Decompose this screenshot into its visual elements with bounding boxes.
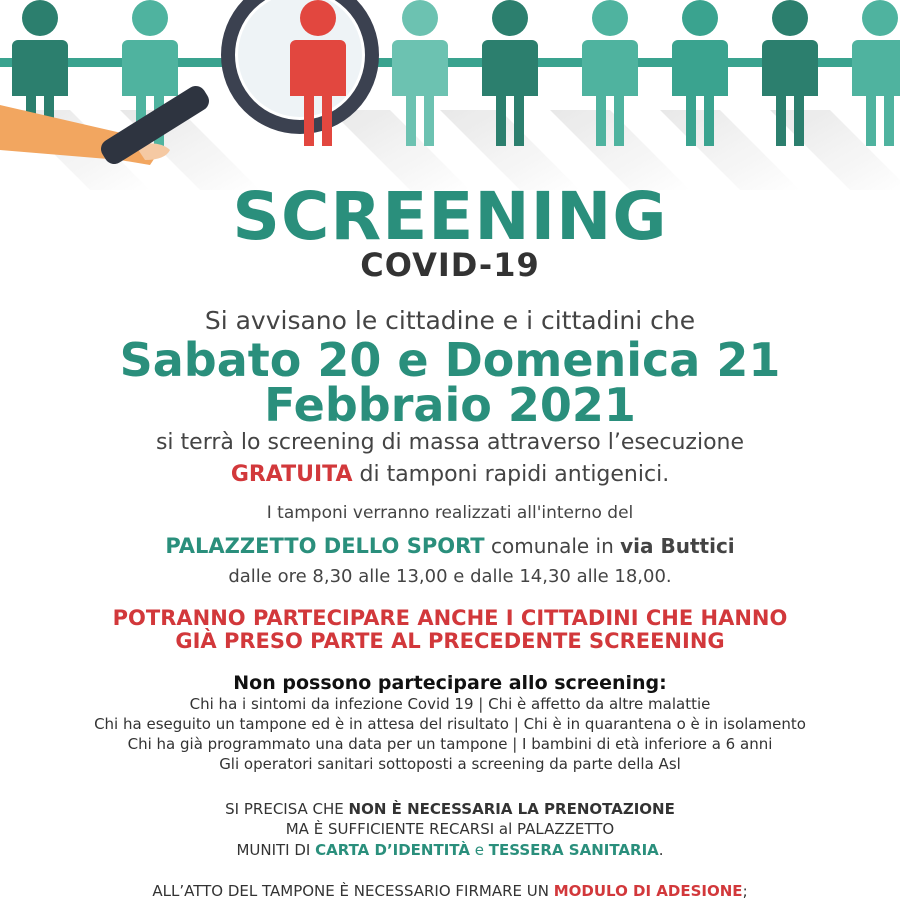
note-documents [0, 841, 900, 859]
announcement-line-3: si terrà lo screening di massa attraverso l’esecuzione [155, 430, 745, 455]
exclusion-item: Chi ha eseguito un tampone ed è in attesa del risultato | Chi è in quarantena o è in isolamento [94, 715, 806, 733]
free-highlight: GRATUITA [230, 462, 353, 487]
note-3-end: . [658, 841, 664, 859]
note-3-and: e [469, 841, 489, 859]
venue-street: via Buttici [620, 534, 735, 558]
note-go-to-venue: MA È SUFFICIENTE RECARSI al PALAZZETTO [285, 820, 615, 838]
note-1-bold: NON È NECESSARIA LA PRENOTAZIONE [348, 800, 675, 818]
health-card-label: TESSERA SANITARIA [488, 841, 659, 859]
alert-line-2: GIÀ PRESO PARTE AL PRECEDENTE SCREENING [175, 629, 725, 653]
poster-subtitle: COVID-19 [360, 246, 540, 284]
consent-form-label: MODULO DI ADESIONE [553, 882, 743, 900]
announcement-date-line-2: Febbraio 2021 [264, 378, 636, 432]
note-1-prefix: SI PRECISA CHE [225, 800, 349, 818]
announcement-line-4 [0, 462, 900, 487]
id-card-label: CARTA D’IDENTITÀ [315, 841, 470, 859]
poster-title: SCREENING [232, 178, 668, 255]
announcement-intro: Si avvisano le cittadine e i cittadini che [204, 306, 696, 335]
note-3-prefix: MUNITI DI [236, 841, 316, 859]
person-icon [852, 0, 900, 146]
note-no-booking [0, 800, 900, 818]
exclusion-item: Chi ha già programmato una data per un tampone | I bambini di età inferiore a 6 anni [127, 735, 773, 753]
exclusion-item: Gli operatori sanitari sottoposti a screening da parte della Asl [219, 755, 681, 773]
note-4-end: ; [742, 882, 748, 900]
exclusions-title: Non possono partecipare allo screening: [233, 672, 667, 694]
venue-mid: comunale in [484, 534, 621, 558]
alert-line-1: POTRANNO PARTECIPARE ANCHE I CITTADINI CHE HANNO [112, 606, 788, 630]
venue-name: PALAZZETTO DELLO SPORT [165, 534, 485, 558]
announcement-date-line-1: Sabato 20 e Domenica 21 [119, 333, 781, 387]
opening-hours: dalle ore 8,30 alle 13,00 e dalle 14,30 alle 18,00. [228, 566, 672, 587]
line-4-rest: di tamponi rapidi antigenici. [352, 462, 670, 487]
note-consent-form [0, 882, 900, 900]
exclusion-item: Chi ha i sintomi da infezione Covid 19 | Chi è affetto da altre malattie [189, 695, 711, 713]
hero-illustration [0, 0, 900, 190]
note-4-prefix: ALL’ATTO DEL TAMPONE È NECESSARIO FIRMARE UN [152, 882, 554, 900]
venue-line [0, 534, 900, 558]
announcement-line-5: I tamponi verranno realizzati all'interno del [266, 503, 634, 523]
people-chain-illustration [0, 0, 900, 190]
